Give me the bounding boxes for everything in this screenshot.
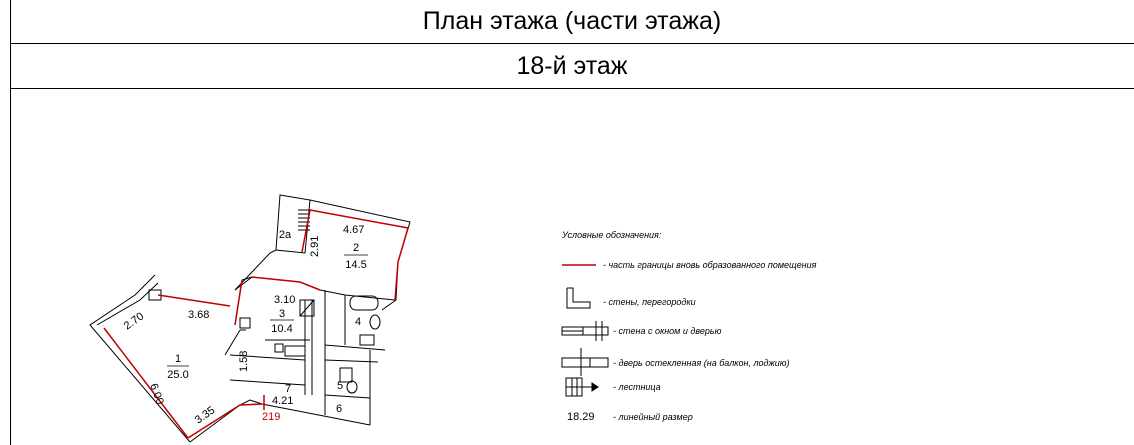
room-1-area: 25.0 <box>167 369 189 381</box>
room-5-number: 5 <box>336 380 344 392</box>
dim-4-21: 4.21 <box>272 395 294 407</box>
legend-item-boundary: - часть границы вновь образованного помещения <box>603 260 817 270</box>
dim-1-58: 1.58 <box>238 350 250 372</box>
room-7-number: 7 <box>284 383 292 395</box>
page-title: План этажа (части этажа) <box>422 7 722 35</box>
legend-item-walls: - стены, перегородки <box>603 297 696 307</box>
room-6-number: 6 <box>335 403 343 415</box>
legend-title: Условные обозначения: <box>562 230 662 240</box>
room-2-number: 2 <box>352 242 360 254</box>
room-4-number: 4 <box>354 316 362 328</box>
room-3-number: 3 <box>278 308 286 320</box>
room-labels <box>167 229 368 415</box>
dim-6-00: 6.00 <box>147 381 166 407</box>
dim-2-91: 2.91 <box>309 235 321 257</box>
room-3-area: 10.4 <box>271 323 293 335</box>
legend-item-window-door: - стена с окном и дверью <box>613 326 722 336</box>
dim-3-68: 3.68 <box>188 309 210 321</box>
legend-item-glazed-door: - дверь остекленная (на балкон, лоджию) <box>613 358 790 368</box>
wall-icon <box>567 288 590 308</box>
legend-item-stair: - лестница <box>613 382 661 392</box>
dim-2-70: 2.70 <box>121 310 147 333</box>
room-2a-number: 2а <box>278 229 292 241</box>
floor-title: 18-й этаж <box>516 51 628 80</box>
stair-icon <box>566 378 598 396</box>
window-door-wall-icon <box>562 321 608 341</box>
dimension-sample: 18.29 <box>567 411 595 423</box>
room-1-number: 1 <box>174 353 182 365</box>
legend-item-dimension: - линейный размер <box>613 412 693 422</box>
dim-3-10: 3.10 <box>274 294 296 306</box>
new-boundary-lines <box>104 210 408 438</box>
dim-4-67: 4.67 <box>343 224 365 236</box>
room-2-area: 14.5 <box>345 259 367 271</box>
dimension-labels <box>122 224 365 426</box>
legend <box>561 230 817 423</box>
dim-3-35: 3.35 <box>192 404 218 427</box>
marker-219: 219 <box>262 411 281 423</box>
glazed-door-icon <box>562 348 608 376</box>
